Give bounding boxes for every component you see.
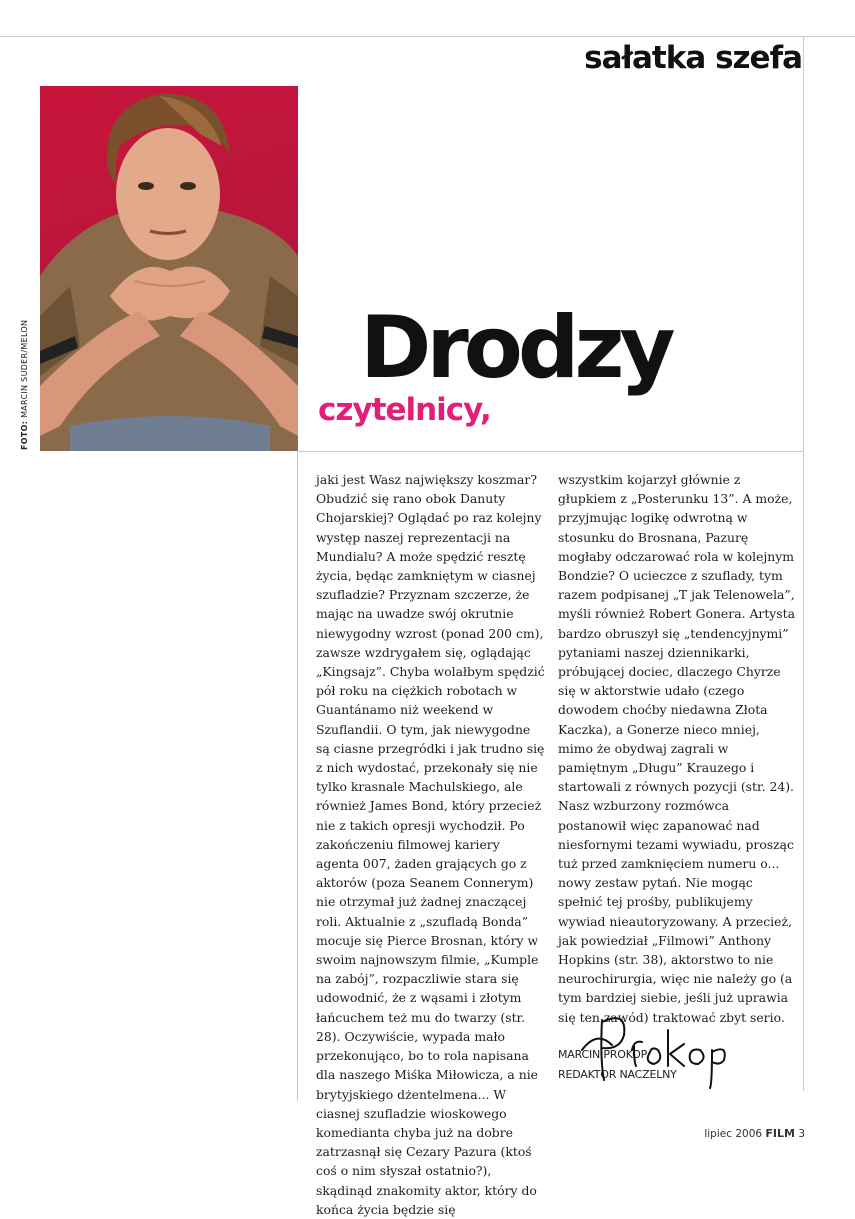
magazine-name: FILM: [765, 1127, 795, 1140]
headline: Drodzy: [360, 298, 671, 398]
article-text-right: wszystkim kojarzył głównie z głupkiem z „Posterunku 13”. A może, przyjmując logikę odwrotną w stosunku do Brosnana, Pazurę mogłaby odczarować rola w kolejnym Bondzie? O ucieczce z szuflady, tym razem podpisanej „T jak Telenowela”, myśli również Robert Gonera. Artysta bardzo obruszył się „tendencyjnymi” pytaniami naszej dziennikarki, próbującej dociec, dlaczego Chyrze się w aktorstwie udało (czego dowodem choćby niedawna Złota Kaczka), a Gonerze nieco mniej, mimo że obydwaj zagrali w pamiętnym „Długu” Krauzego i startowali z równych pozycji (str. 24). Nasz wzburzony rozmówca postanowił więc zapanować nad niesfornymi tezami wywiadu, prosząc tuż przed zamknięciem numeru o... nowy zestaw pytań. Nie mogąc spełnić tej prośby, publikujemy wywiad nieautoryzowany. A przecież, jak powiedział „Filmowi” Anthony Hopkins (str. 38), aktorstwo to nie neurochirurgia, więc nie należy go (a tym bardziej siebie, jeśli już uprawia się ten zawód) traktować zbyt serio.: [558, 472, 796, 1025]
page-footer: [704, 1127, 805, 1140]
middle-rule: [297, 451, 803, 452]
section-title: sałatka szefa: [584, 40, 802, 76]
author-role: REDAKTOR NACZELNY: [558, 1067, 677, 1081]
right-rule: [803, 36, 804, 1091]
article-text-left: jaki jest Wasz największy koszmar? Obudzić się rano obok Danuty Chojarskiej? Oglądać po raz kolejny występ naszej reprezentacji na Mundialu? A może spędzić resztę życia, będąc zamkniętym w ciasnej szufladzie? Przyznam szczerze, że mając na uwadze swój okrutnie niewygodny wzrost (ponad 200 cm), zawsze wzdrygałem się, oglądając „Kingsajz”. Chyba wolałbym spędzić pół roku na ciężkich robotach w Guantánamo niż weekend w Szuflandii. O tym, jak niewygodne są ciasne przegródki i jak trudno się z nich wydostać, przekonały się nie tylko krasnale Machulskiego, ale również James Bond, który przecież nie z takich opresji wychodził. Po zakończeniu filmowej kariery agenta 007, żaden grających go z aktorów (poza Seanem Connerym) nie otrzymał już żadnej znaczącej roli. Aktualnie z „szufladą Bonda” mocuje się Pierce Brosnan, który w swoim najnowszym filmie, „Kumple na zabój”, rozpaczliwie stara się udowodnić, że z wąsami i złotym łańcuchem też mu do twarzy (str. 28). Oczywiście, wypada mało przekonująco, bo to rola napisana dla naszego Miśka Miłowicza, a nie brytyjskiego dżentelmena... W ciasnej szufladzie wioskowego komedianta chyba już na dobre zatrzasnął się Cezary Pazura (ktoś coś o nim słyszał ostatnio?), skądinąd znakomity aktor, który do końca życia będzie się: [316, 472, 545, 1217]
portrait-illustration: [40, 86, 298, 451]
page-number: 3: [798, 1128, 805, 1140]
photo-credit: [20, 320, 29, 450]
article-column-left: [316, 470, 546, 1219]
photo-credit-label: FOTO:: [20, 420, 29, 450]
portrait-photo: [40, 86, 298, 451]
column-rule: [297, 451, 298, 1101]
author-name: MARCIN PROKOP: [558, 1047, 647, 1061]
article-column-right: [558, 470, 798, 1085]
photo-credit-name: MARCIN SUDER/MELON: [20, 319, 29, 418]
subheadline: czytelnicy,: [318, 392, 491, 428]
top-rule: [0, 36, 855, 37]
handwritten-signature: [572, 1000, 732, 1090]
issue-date: lipiec 2006: [704, 1128, 763, 1140]
